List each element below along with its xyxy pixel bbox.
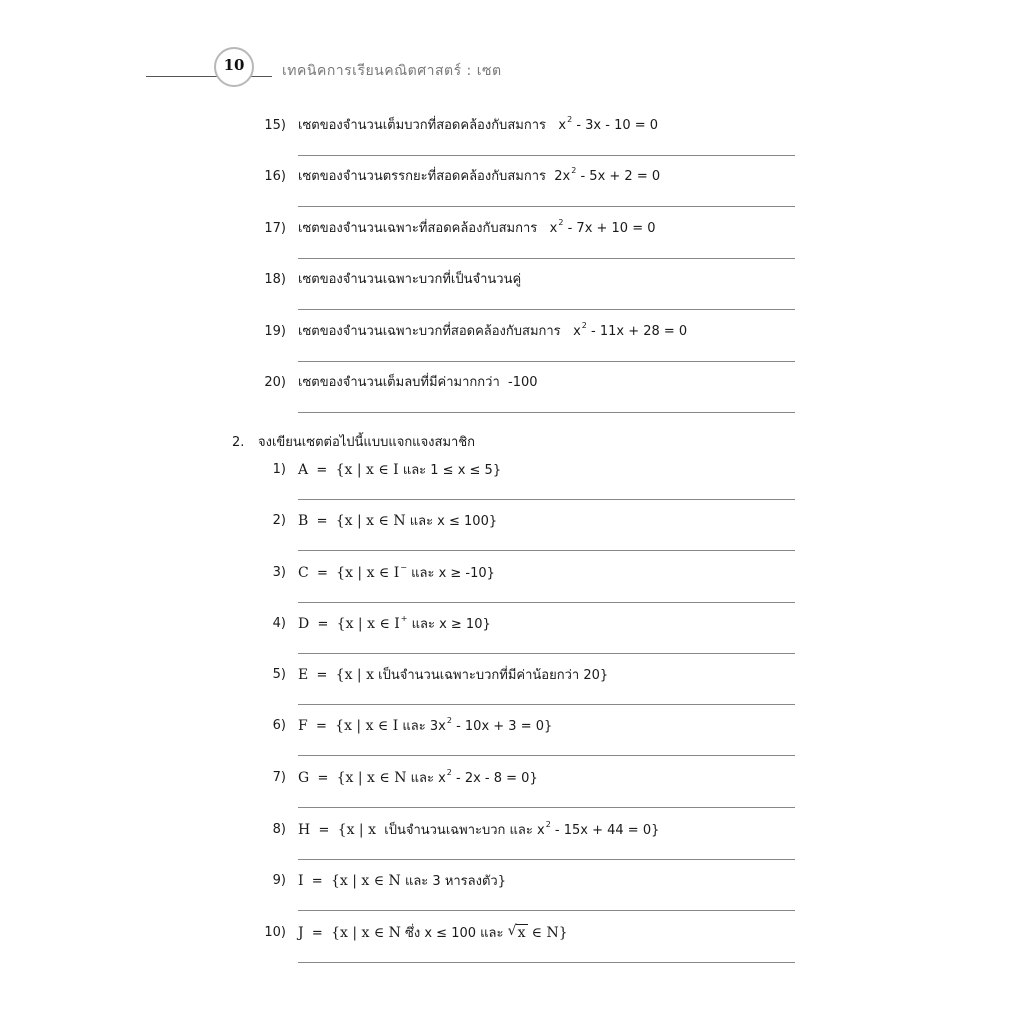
set-definition: F = {x | x ∈ I และ $3x^2 - 10x + 3 = 0$} xyxy=(298,716,553,734)
answer-line xyxy=(298,807,795,808)
answer-line xyxy=(298,602,795,603)
exercise-item xyxy=(0,374,1024,426)
set-item xyxy=(0,821,1024,873)
header-rule xyxy=(146,76,272,77)
section-title: จงเขียนเซตต่อไปนี้แบบแจกแจงสมาชิก xyxy=(258,435,476,450)
exercise-item xyxy=(0,271,1024,323)
answer-line xyxy=(298,653,795,654)
item-number: 5) xyxy=(272,667,286,682)
item-number: 10) xyxy=(264,925,286,940)
item-text: เซตของจำนวนเต็มลบที่มีค่ามากกว่า -100 xyxy=(298,375,538,390)
answer-line xyxy=(298,910,795,911)
item-number: 7) xyxy=(272,770,286,785)
set-item xyxy=(0,461,1024,513)
set-definition: B = {x | x ∈ N และ x ≤ 100} xyxy=(298,513,498,529)
set-item xyxy=(0,615,1024,667)
set-definition: D = {x | x ∈ I+ และ x ≥ 10} xyxy=(298,614,491,632)
item-number: 20) xyxy=(264,375,286,390)
set-definition: A = {x | x ∈ I และ 1 ≤ x ≤ 5} xyxy=(298,462,502,478)
set-definition: I = {x | x ∈ N และ 3 หารลงตัว} xyxy=(298,873,506,889)
item-text: เซตของจำนวนเฉพาะบวกที่เป็นจำนวนคู่ xyxy=(298,272,522,287)
set-item xyxy=(0,769,1024,821)
exercise-item xyxy=(0,323,1024,375)
item-number: 18) xyxy=(264,272,286,287)
item-number: 16) xyxy=(264,169,286,184)
book-title: เทคนิคการเรียนคณิตศาสตร์ : เซต xyxy=(282,63,502,79)
answer-line xyxy=(298,704,795,705)
item-text: เซตของจำนวนเฉพาะที่สอดคล้องกับสมการ $x^2 - 7x + 10 = 0$ xyxy=(298,218,656,236)
answer-line xyxy=(298,309,795,310)
exercise-item xyxy=(0,168,1024,220)
item-number: 4) xyxy=(272,616,286,631)
page-number: 10 xyxy=(223,56,245,74)
set-definition: C = {x | x ∈ I− และ x ≥ -10} xyxy=(298,563,495,581)
answer-line xyxy=(298,412,795,413)
item-number: 6) xyxy=(272,718,286,733)
item-text: เซตของจำนวนเต็มบวกที่สอดคล้องกับสมการ $x^2 - 3x - 10 = 0$ xyxy=(298,115,659,133)
set-item xyxy=(0,872,1024,924)
set-item xyxy=(0,512,1024,564)
answer-line xyxy=(298,755,795,756)
answer-line xyxy=(298,962,795,963)
answer-line xyxy=(298,859,795,860)
item-number: 9) xyxy=(272,873,286,888)
item-number: 1) xyxy=(272,462,286,477)
section-number: 2. xyxy=(232,435,245,450)
answer-line xyxy=(298,361,795,362)
set-definition: G = {x | x ∈ N และ $x^2 - 2x - 8 = 0$} xyxy=(298,768,538,786)
answer-line xyxy=(298,499,795,500)
set-definition: H = {x | x เป็นจำนวนเฉพาะบวก และ $x^2 - 15x + 44 = 0$} xyxy=(298,820,660,838)
set-item xyxy=(0,666,1024,718)
exercise-item xyxy=(0,220,1024,272)
set-definition: E = {x | x เป็นจำนวนเฉพาะบวกที่มีค่าน้อยกว่า 20} xyxy=(298,667,609,683)
square-root: √ x xyxy=(507,923,526,941)
set-item xyxy=(0,924,1024,976)
page-header xyxy=(0,0,1024,90)
exercise-item xyxy=(0,117,1024,169)
item-text: เซตของจำนวนตรรกยะที่สอดคล้องกับสมการ $2x^2 - 5x + 2 = 0$ xyxy=(298,166,661,184)
set-item xyxy=(0,717,1024,769)
answer-line xyxy=(298,258,795,259)
item-text: เซตของจำนวนเฉพาะบวกที่สอดคล้องกับสมการ $x^2 - 11x + 28 = 0$ xyxy=(298,321,688,339)
answer-line xyxy=(298,550,795,551)
set-definition: J = {x | x ∈ N ซึ่ง x ≤ 100 และ √ x ∈ N} xyxy=(298,923,568,941)
answer-line xyxy=(298,155,795,156)
item-number: 15) xyxy=(264,118,286,133)
item-number: 8) xyxy=(272,822,286,837)
item-number: 17) xyxy=(264,221,286,236)
set-item xyxy=(0,564,1024,616)
item-number: 2) xyxy=(272,513,286,528)
answer-line xyxy=(298,206,795,207)
item-number: 3) xyxy=(272,565,286,580)
item-number: 19) xyxy=(264,324,286,339)
